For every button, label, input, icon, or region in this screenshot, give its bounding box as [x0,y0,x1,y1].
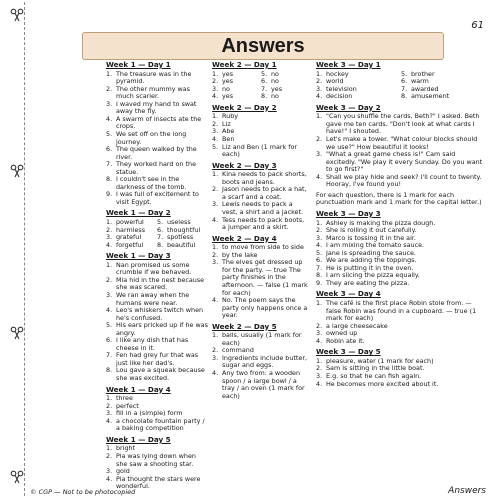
answer-text: We ran away when the humans were near. [116,291,190,307]
answer-number: 3. [212,258,219,267]
answer-number: 4. [316,241,323,250]
answer-number: 4. [106,240,113,249]
answer-text: Ben [222,135,235,144]
answer-text: Shall we play hide and seek? I'll count to twenty. Hooray, I've found you! [326,172,482,189]
answer-number: 1. [106,260,113,269]
answer-number: 2. [212,185,219,194]
answer-text: perfect [116,401,139,410]
answer-item [212,332,310,347]
section-heading: Week 1 — Day 5 [106,434,171,444]
answer-number: 7. [106,160,113,169]
answer-number: 2. [212,250,219,259]
answer-number: 5. [316,248,323,257]
answer-number: 4. [106,416,113,425]
answer-number: 5. [261,69,268,78]
answer-text: warm [411,77,429,86]
answer-text: Pia was lying down when she saw a shooting star. [116,452,196,468]
answer-text: Marco is tossing it in the air. [326,233,416,242]
answer-text: Nan promised us some crumble if we behaved. [116,260,192,277]
section-heading: Week 3 — Day 5 [316,347,381,357]
answer-number: 2. [106,401,113,410]
answer-text: His ears pricked up if he was angry. [116,321,208,337]
answer-text: E.g. so that he can fish again. [326,372,422,381]
answer-section [212,162,310,232]
answer-number: 8. [106,175,113,184]
answer-item [106,418,208,433]
answer-grid [212,71,310,101]
answer-number: 5. [106,321,113,330]
answer-number: 4. [106,306,113,315]
answer-text: yes [222,69,234,78]
answer-section [212,104,310,159]
answer-section [316,210,486,288]
answer-number: 2. [106,275,113,284]
answer-text: He is putting it in the oven. [326,263,414,272]
answer-number: 1. [316,356,323,365]
answer-section [316,104,486,189]
answer-number: 4. [212,296,219,305]
answer-text: brother [411,69,435,78]
answer-text: awarded [411,84,439,93]
answer-item [316,136,486,151]
answer-number: 3. [316,150,323,159]
answer-text: Jason needs to pack a hat, a scarf and a coat. [222,185,307,201]
answer-text: Mia hid in the nest because she was scared. [116,275,205,292]
answer-text: A swarm of insects ate the crops. [116,114,202,131]
answer-text: no [271,77,279,86]
answer-item [106,337,208,352]
answer-text: We set off on the long journey. [116,129,187,146]
answer-section [316,290,486,345]
section-heading: Week 2 — Day 3 [212,160,277,170]
answer-item [316,113,486,136]
answer-number: 7. [316,263,323,272]
answer-text: beautiful [167,240,196,249]
answer-text: The café is the first place Robin stole from. — false Robin was found in a cupboard. — true (1 mark for each) [326,299,477,323]
answer-text: They worked hard on the statue. [116,160,197,176]
answer-text: forgetful [116,240,144,249]
answer-text: amusement [411,92,450,101]
answer-number: 1. [212,112,219,121]
answer-text: I am slicing the pizza equally. [326,271,420,280]
answer-section [106,209,208,249]
answer-text: television [326,84,357,93]
answer-text: Robin ate it. [326,336,365,345]
answer-number: 2. [316,77,323,86]
answer-item [212,186,310,201]
answer-text: The queen walked by the river. [116,145,197,161]
section-heading: Week 3 — Day 2 [316,102,381,112]
answer-number: 3. [106,233,113,242]
answer-number: 5. [106,129,113,138]
answer-text: Leo's whiskers twitch when he's confused. [116,306,204,322]
section-heading: Week 1 — Day 4 [106,384,171,394]
answer-text: Fen had grey fur that was just like her dad's. [116,351,199,367]
answer-column-week-3 [316,58,486,388]
answer-number: 1. [106,69,113,78]
answer-text: Lewis needs to pack a vest, a shirt and a jacket. [222,200,304,216]
answer-number: 8. [157,240,164,249]
answer-text: world [326,77,344,86]
answer-number: 3. [106,467,113,476]
answer-number: 7. [157,233,164,242]
answer-text: no [222,84,230,93]
answer-section [106,436,208,491]
answer-number: 1. [212,331,219,340]
answer-number: 6. [106,336,113,345]
answer-item [316,381,486,389]
answer-text: No. The poem says the party only happens once a year. [222,296,308,320]
section-heading: Week 1 — Day 3 [106,251,171,261]
answer-number: 8. [106,366,113,375]
cut-line [24,2,25,496]
answer-number: 3. [212,84,219,93]
answer-item [106,352,208,367]
answer-item [106,116,208,131]
answer-text: decision [326,92,353,101]
answer-number: 3. [212,127,219,136]
answer-text: Kina needs to pack shorts, boots and jeans. [222,170,307,186]
answer-item [316,338,486,346]
answer-item [106,453,208,468]
answer-item [106,86,208,101]
answer-text: Any two from: a wooden spoon / a large bowl / a tray / an oven (1 mark for each) [222,369,305,400]
answer-number: 4. [212,215,219,224]
answer-text: owned up [326,329,358,338]
scissors-icon [10,164,24,178]
answer-number: 1. [316,112,323,121]
answer-number: 4. [316,172,323,181]
answer-number: 7. [106,351,113,360]
answer-item [212,259,310,297]
answer-text: yes [271,84,283,93]
answer-text: powerful [116,218,144,227]
answer-number: 1. [212,243,219,252]
answer-number: 8. [401,92,408,101]
answer-number: 3. [106,99,113,108]
answer-number: 2. [106,84,113,93]
answer-text: Ashley is making the pizza dough. [326,218,436,227]
answer-number: 5. [212,142,219,151]
answer-text: Ingredients include butter, sugar and eggs. [222,353,307,370]
answer-item [316,151,486,174]
answer-text: I am mixing the tomato sauce. [326,241,425,250]
answer-item [106,146,208,161]
answer-number: 1. [316,299,323,308]
answer-text: We are adding the toppings. [326,256,417,265]
answer-number: 2. [316,226,323,235]
answer-item [106,71,208,86]
answer-text: The treasure was in the pyramid. [116,69,192,86]
answer-number: 8. [261,92,268,101]
scissors-icon [10,326,24,340]
answer-text: Abe [222,127,235,136]
answer-grid [106,219,208,249]
answer-number: 6. [316,256,323,265]
answer-number: 6. [261,77,268,86]
answer-item [212,355,310,370]
answer-number: 3. [316,372,323,381]
answer-number: 1. [212,170,219,179]
answer-text: pleasure, water (1 mark for each) [326,356,434,365]
answer-number: 6. [401,77,408,86]
answer-text: spotless [167,233,194,242]
answer-section [316,61,486,101]
answer-item [106,322,208,337]
answer-section [212,235,310,320]
answer-text: hockey [326,69,349,78]
answer-text: Jane is spreading the sauce. [326,248,416,257]
answer-number: 1. [106,394,113,403]
answer-number: 2. [212,346,219,355]
scissors-icon [10,470,24,484]
answer-text: no [271,92,279,101]
answer-item [106,307,208,322]
answer-text: Liz and Ben (1 mark for each) [222,142,298,159]
answer-number: 3. [106,409,113,418]
answer-number: 1. [212,69,219,78]
footer-section-label: Answers [448,486,486,496]
answer-item [316,300,486,323]
section-heading: Week 2 — Day 1 [212,60,277,69]
answer-text: harmless [116,225,146,234]
answer-item [106,191,208,206]
answer-section [106,386,208,433]
answer-text: by the lake [222,250,258,259]
answer-text: a large cheesecake [326,321,388,330]
scissors-icon [10,8,24,22]
section-heading: Week 2 — Day 5 [212,321,277,331]
answer-text: Tess needs to pack boots, a jumper and a skirt. [222,215,305,232]
answer-text: Liz [222,119,231,128]
answer-number: 1. [316,69,323,78]
answer-number: 2. [316,321,323,330]
answer-number: 3. [316,233,323,242]
answer-item [316,174,486,189]
answer-text: yes [222,77,234,86]
answer-number: 4. [316,336,323,345]
answer-text: Pia thought the stars were wonderful. [116,474,201,491]
answer-section [316,348,486,388]
answer-number: 2. [316,364,323,373]
answer-section [212,323,310,401]
answer-text: "What a great game chess is!" Cam said excitedly. "We play it every Sunday. Do you want to go first?" [326,150,483,174]
answer-text: gold [116,467,130,476]
answer-text: I like any dish that has cheese in it. [116,336,189,352]
marking-note: For each question, there is 1 mark for each punctuation mark and 1 mark for the capital letter.) [316,190,482,207]
answer-number: 3. [316,84,323,93]
answer-item [212,144,310,159]
section-heading: Week 1 — Day 1 [106,60,171,69]
answer-item [212,217,310,232]
answer-text: fill in a (simple) form [116,409,183,418]
answer-number: 6. [106,145,113,154]
answer-text: three [116,394,133,403]
answer-number: 1. [316,218,323,227]
answer-item [106,161,208,176]
answer-number: 9. [316,278,323,287]
answer-item [212,171,310,186]
answer-number: 2. [106,225,113,234]
answer-number: 1. [106,218,113,227]
answer-text: "Can you shuffle the cards, Beth?" I asked. Beth gave me ten cards. "Don't look at what cards I have!" I shouted. [326,112,480,136]
answer-text: grateful [116,233,142,242]
answer-number: 3. [106,291,113,299]
answer-number: 2. [106,452,113,461]
answer-text: a chocolate fountain party / a baking competition [116,416,205,433]
answer-number: 3. [212,200,219,209]
answer-number: 5. [157,218,164,227]
answer-text: I waved my hand to swat away the fly. [116,99,197,116]
answer-item [106,277,208,292]
answer-number: 1. [106,444,113,453]
section-heading: Week 3 — Day 3 [316,208,381,218]
answer-number: 2. [212,77,219,86]
answer-text: She is rolling it out carefully. [326,226,417,235]
answer-item [106,262,208,277]
answer-section [212,61,310,101]
answer-text: He becomes more excited about it. [326,379,439,388]
answer-number: 8. [316,271,323,280]
answer-text: balls, usually (1 mark for each) [222,331,302,347]
answer-number: 3. [212,353,219,362]
answer-number: 7. [401,84,408,93]
section-heading: Week 1 — Day 2 [106,208,171,218]
answer-text: I was full of excitement to visit Egypt. [116,190,199,206]
answer-text: I couldn't see in the darkness of the tomb. [116,175,187,191]
title-banner [82,32,444,60]
answer-number: 2. [212,119,219,128]
copyright-footer: © CGP — Not to be photocopied [30,488,136,496]
page-title: Answers [221,34,305,57]
answer-number: 4. [106,474,113,483]
answer-text: The other mummy was much scarier. [116,84,190,101]
answer-text: Sam is sitting in the little boat. [326,364,425,373]
answer-column-week-1 [106,58,208,491]
answer-item [316,280,486,288]
answer-text: Ruby [222,112,239,121]
answer-section [106,252,208,382]
answer-text: useless [167,218,191,227]
answer-text: command [222,346,254,355]
answer-number: 4. [212,92,219,101]
answer-item [106,176,208,191]
answer-item [212,297,310,320]
answer-number: 4. [316,379,323,388]
answer-item [106,292,208,307]
answer-column-week-2 [212,58,310,400]
answer-number: 5. [401,69,408,78]
answer-grid [316,71,486,101]
answer-number: 4. [106,114,113,123]
answer-text: thoughtful [167,225,201,234]
answer-text: Lou gave a squeak because she was excited. [116,366,205,383]
answer-text: Let's make a tower. "What colour blocks should we use?" How beautiful it looks! [326,135,478,151]
answer-number: 4. [212,135,219,144]
answer-text: yes [222,92,234,101]
answer-number: 9. [106,190,113,199]
answer-item [106,101,208,116]
answer-item [106,131,208,146]
answer-section [106,61,208,206]
answer-item [212,370,310,400]
answer-text: no [271,69,279,78]
answer-text: They are eating the pizza. [326,278,410,287]
answer-text: bright [116,444,136,453]
answer-number: 4. [316,92,323,101]
section-heading: Week 3 — Day 1 [316,60,381,69]
answer-number: 6. [157,225,164,234]
section-heading: Week 3 — Day 4 [316,289,381,299]
answer-text: to move from side to side [222,243,304,252]
page-number: 61 [471,20,484,31]
answer-text: The elves get dressed up for the party. — true The party finishes in the afternoon. — false (1 mark for each) [222,258,308,297]
section-heading: Week 2 — Day 2 [212,102,277,112]
section-heading: Week 2 — Day 4 [212,233,277,243]
answer-number: 7. [261,84,268,93]
answer-number: 4. [212,369,219,378]
answer-section [316,192,486,207]
answer-item [106,367,208,382]
answer-item [212,201,310,216]
answer-number: 2. [316,135,323,144]
answer-number: 3. [316,329,323,338]
